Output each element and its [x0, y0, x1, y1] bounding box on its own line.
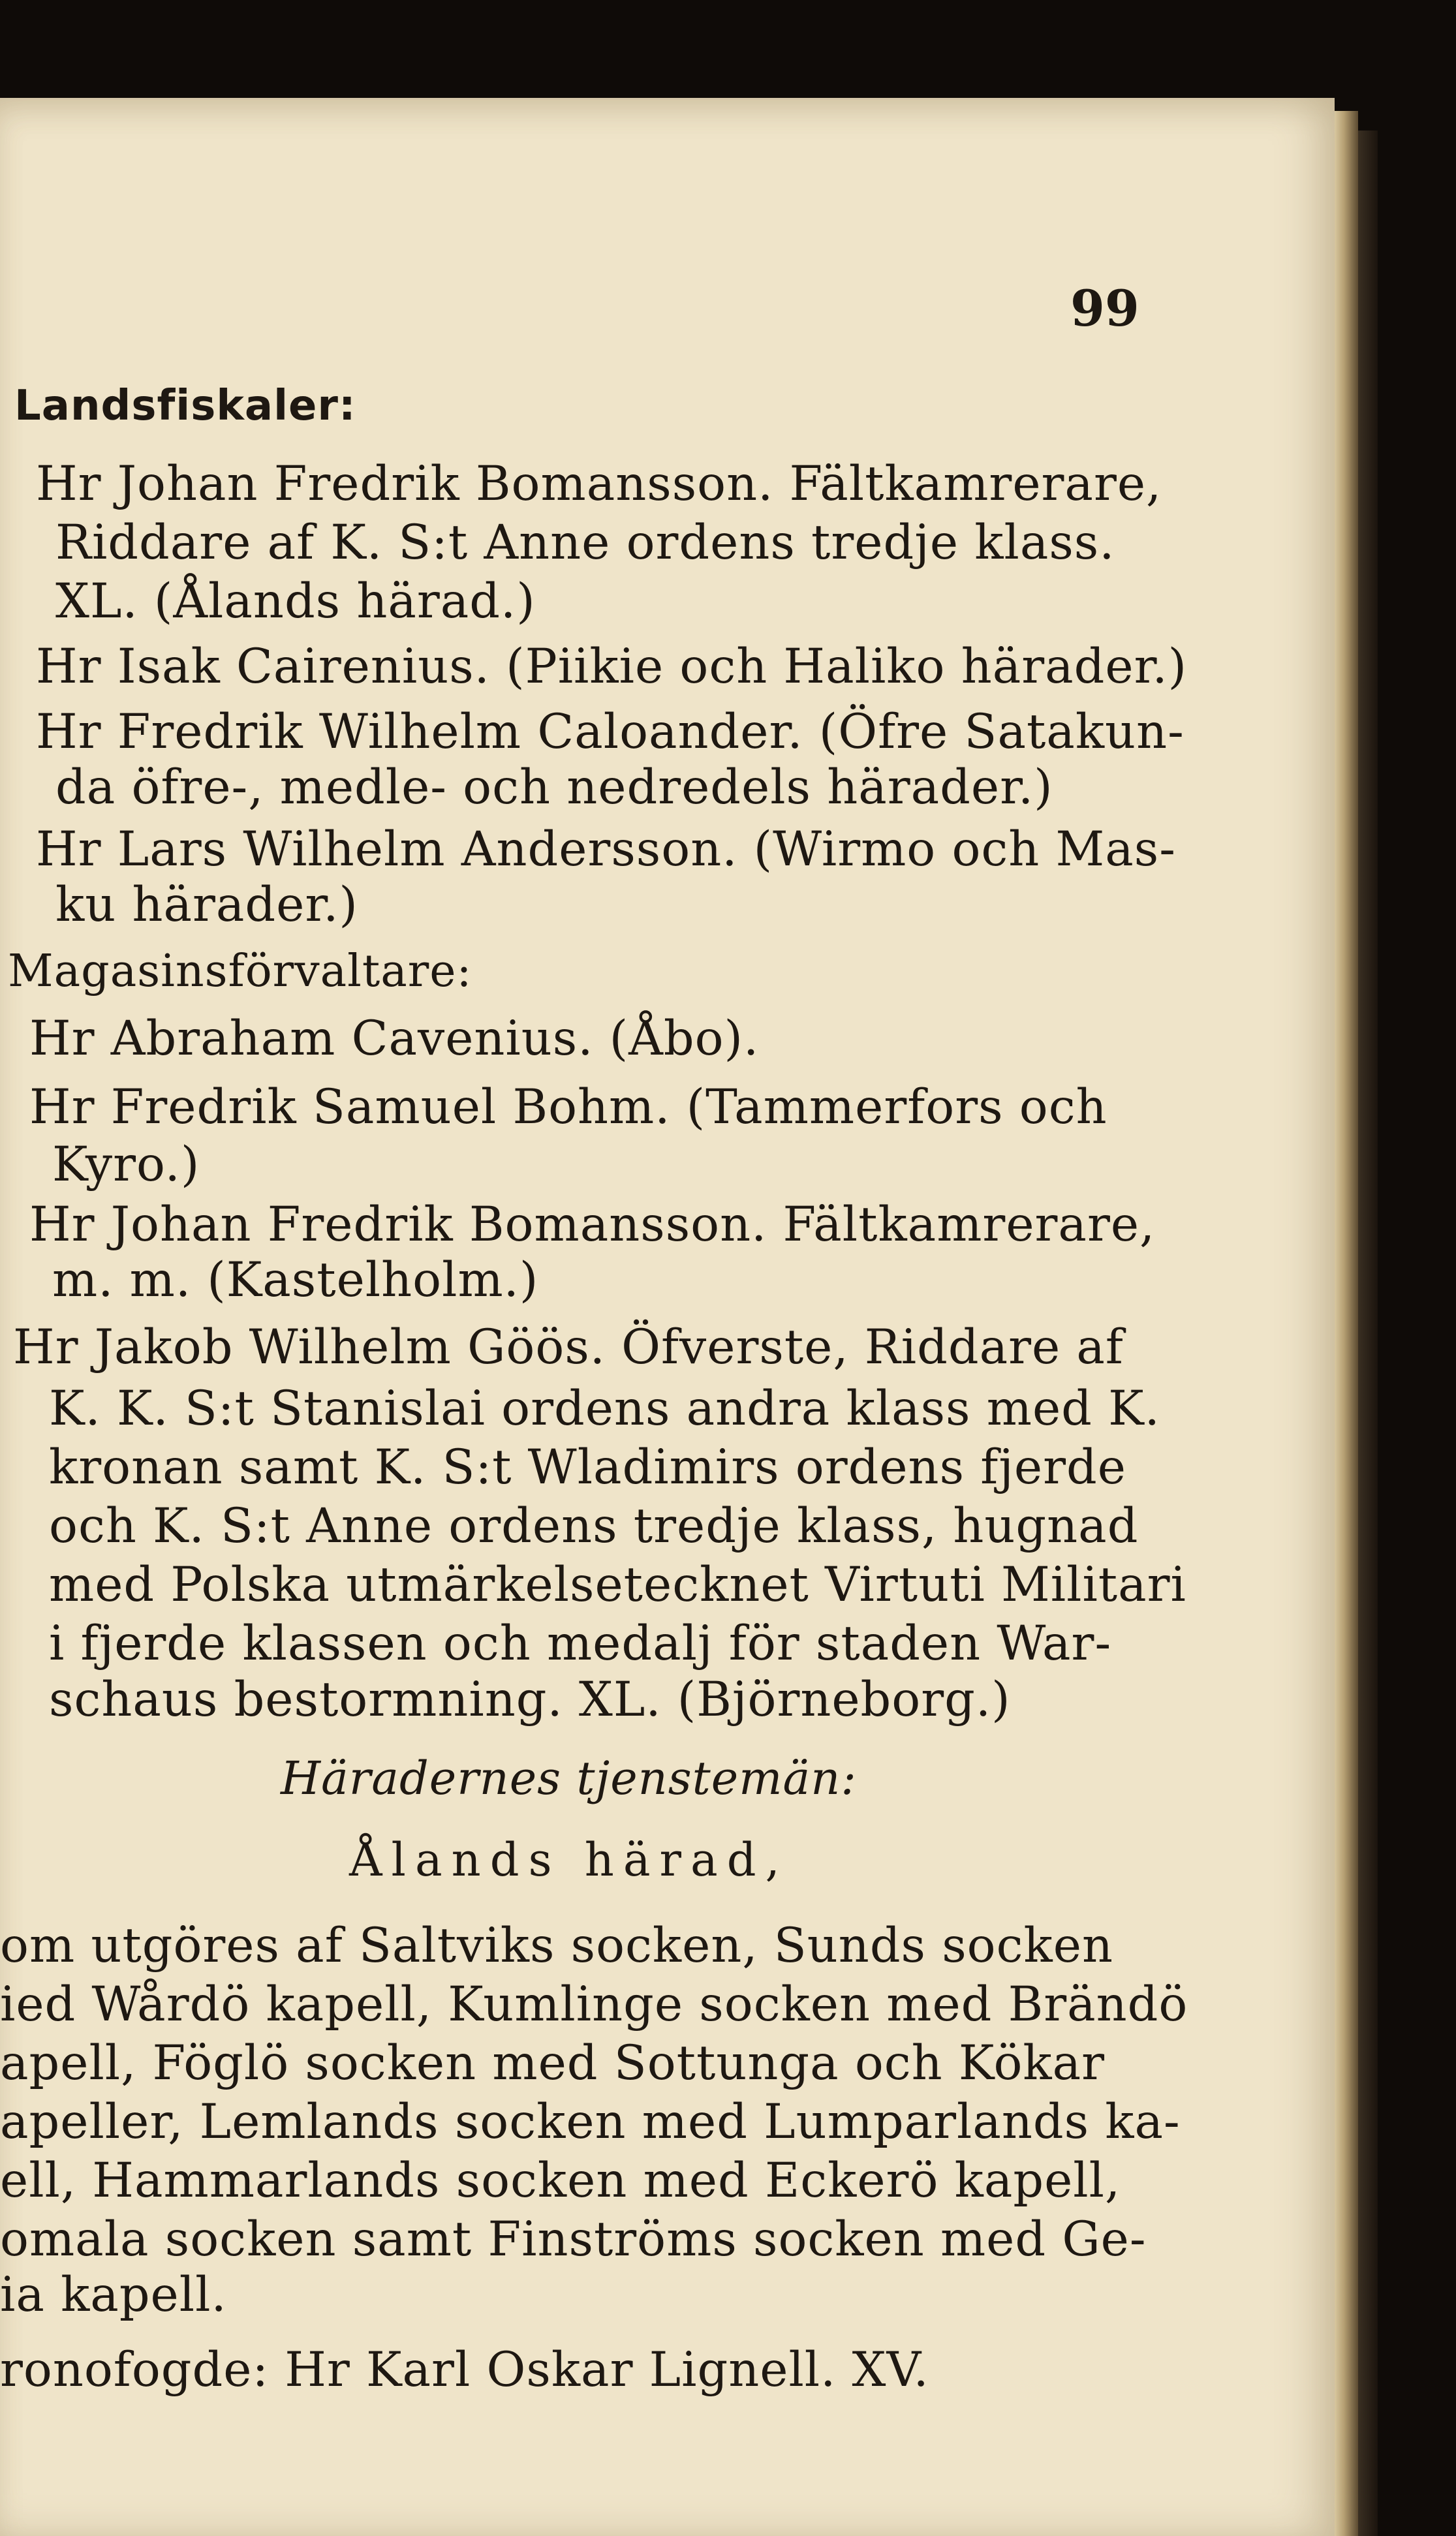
text-line: apeller, Lemlands socken med Lumparlands ka- — [0, 2094, 1181, 2150]
text-line: Hr Johan Fredrik Bomansson. Fältkamrerare, — [29, 1197, 1156, 1252]
section-subheading: Häradernes tjenstemän: — [281, 1752, 857, 1805]
text-line: i fjerde klassen och medalj för staden War- — [49, 1616, 1112, 1671]
text-line: ia kapell. — [0, 2267, 227, 2323]
text-line: Hr Johan Fredrik Bomansson. Fältkamrerare, — [36, 456, 1162, 512]
text-line: XL. (Ålands härad.) — [55, 574, 536, 629]
text-line: ied Wårdö kapell, Kumlinge socken med Brändö — [0, 1977, 1188, 2032]
text-line: Hr Isak Cairenius. (Piikie och Haliko härader.) — [36, 639, 1188, 694]
text-line: Hr Abraham Cavenius. (Åbo). — [29, 1011, 760, 1066]
text-line: da öfre-, medle- och nedredels härader.) — [55, 760, 1053, 815]
book-binding-shadow — [1358, 131, 1378, 2536]
text-line: schaus bestormning. XL. (Björneborg.) — [49, 1672, 1011, 1727]
text-line: Hr Fredrik Wilhelm Caloander. (Öfre Satakun- — [36, 704, 1185, 760]
page-edge — [1335, 111, 1358, 2536]
text-line: ku härader.) — [55, 877, 358, 933]
section-heading: Magasinsförvaltare: — [8, 946, 472, 997]
text-line: omala socken samt Finströms socken med Ge- — [0, 2212, 1147, 2267]
text-line: och K. S:t Anne ordens tredje klass, hugnad — [49, 1498, 1139, 1554]
district-heading: Ålands härad, — [349, 1833, 789, 1887]
text-line: Hr Lars Wilhelm Andersson. (Wirmo och Mas- — [36, 822, 1176, 877]
section-heading: Landsfiskaler: — [14, 382, 356, 430]
text-line: apell, Föglö socken med Sottunga och Kökar — [0, 2035, 1106, 2091]
text-line: ell, Hammarlands socken med Eckerö kapell, — [0, 2153, 1121, 2208]
text-line: om utgöres af Saltviks socken, Sunds socken — [0, 1918, 1113, 1973]
text-line: m. m. (Kastelholm.) — [52, 1252, 539, 1308]
text-line: kronan samt K. S:t Wladimirs ordens fjerde — [49, 1440, 1126, 1495]
page-number: 99 — [1070, 279, 1139, 337]
text-line: ronofogde: Hr Karl Oskar Lignell. XV. — [0, 2342, 929, 2398]
text-line: Hr Fredrik Samuel Bohm. (Tammerfors och — [29, 1079, 1107, 1135]
text-line: Riddare af K. S:t Anne ordens tredje klass. — [55, 515, 1115, 570]
text-line: K. K. S:t Stanislai ordens andra klass med K. — [49, 1381, 1160, 1436]
text-line: Hr Jakob Wilhelm Göös. Öfverste, Riddare af — [13, 1320, 1124, 1375]
text-line: med Polska utmärkelsetecknet Virtuti Militari — [49, 1557, 1186, 1613]
text-line: Kyro.) — [52, 1137, 200, 1192]
paper-sheet — [0, 98, 1335, 2536]
